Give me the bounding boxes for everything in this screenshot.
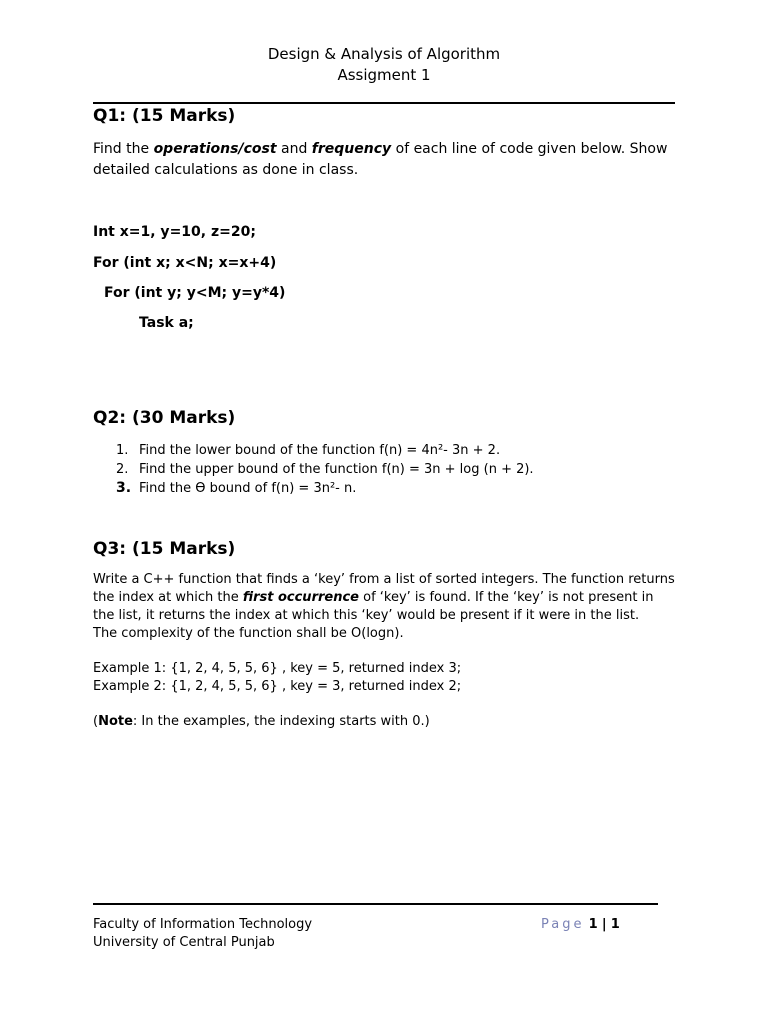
- list-item-text: Find the lower bound of the function f(n) = 4n²- 3n + 2.: [139, 443, 501, 458]
- page-label: Page: [541, 917, 585, 932]
- footer-faculty: Faculty of Information Technology: [93, 917, 313, 932]
- page-number: [541, 916, 620, 934]
- course-title: Design & Analysis of Algorithm: [267, 45, 501, 63]
- q3-note-text: : In the examples, the indexing starts with 0.): [132, 714, 430, 729]
- code-line-4: Task a;: [139, 315, 194, 331]
- document-header: [93, 44, 675, 86]
- list-item-text: Find the upper bound of the function f(n) = 3n + log (n + 2).: [139, 462, 534, 477]
- footer-divider: [93, 903, 658, 905]
- list-item-number: 2.: [116, 462, 129, 477]
- list-item: [93, 479, 675, 498]
- list-item-number: 1.: [116, 443, 129, 458]
- q3-description: [93, 571, 678, 625]
- q1-intro-slash: /: [238, 141, 244, 157]
- q2-list: [93, 441, 675, 498]
- q3-heading: Q3: (15 Marks): [93, 539, 236, 559]
- q1-intro-text: Find the: [93, 141, 154, 157]
- q3-complexity: The complexity of the function shall be O(logn).: [93, 626, 404, 641]
- list-item-text: Find the Ɵ bound of f(n) = 3n²- n.: [139, 481, 357, 496]
- q3-note-open: (: [93, 714, 99, 729]
- page-current: 1: [588, 917, 598, 932]
- q1-intro-rest: of each line of code given below. Show detailed calculations as done in class.: [93, 141, 668, 178]
- list-item-number: 3.: [116, 480, 132, 496]
- q1-instructions: [93, 139, 675, 181]
- q3-example-2: Example 2: {1, 2, 4, 5, 5, 6} , key = 3, returned index 2;: [93, 679, 462, 694]
- q3-example-1: Example 1: {1, 2, 4, 5, 5, 6} , key = 5, returned index 3;: [93, 661, 462, 676]
- q3-para-text-cont: of ‘key’ is found. If the ‘key’ is not present in the list, it returns the index at which this ‘key’ would be present if it were in the list.: [93, 590, 654, 623]
- page-separator: |: [601, 917, 607, 932]
- q3-note-label: Note: [98, 714, 133, 729]
- q3-first-occurrence: first occurrence: [242, 590, 359, 605]
- code-line-1: Int x=1, y=10, z=20;: [93, 224, 256, 240]
- list-item: [93, 460, 675, 479]
- code-line-3: For (int y; y<M; y=y*4): [104, 285, 286, 301]
- code-line-2: For (int x; x<N; x=x+4): [93, 255, 277, 271]
- footer-institution: [93, 916, 312, 952]
- footer-university: University of Central Punjab: [93, 935, 275, 950]
- q1-intro-operations: operations: [153, 141, 239, 157]
- q3-para-text: Write a C++ function that finds a ‘key’ from a list of sorted integers. The function returns the index at which the: [93, 572, 675, 605]
- q1-intro-cost: cost: [243, 141, 277, 157]
- q1-intro-and: and: [276, 141, 312, 157]
- q2-heading: Q2: (30 Marks): [93, 408, 236, 428]
- header-divider: [93, 102, 675, 104]
- q3-note: [93, 713, 678, 731]
- assignment-title: Assigment 1: [337, 66, 431, 84]
- q1-intro-frequency: frequency: [311, 141, 392, 157]
- page-total: 1: [610, 917, 620, 932]
- q1-heading: Q1: (15 Marks): [93, 106, 236, 126]
- list-item: [93, 441, 675, 460]
